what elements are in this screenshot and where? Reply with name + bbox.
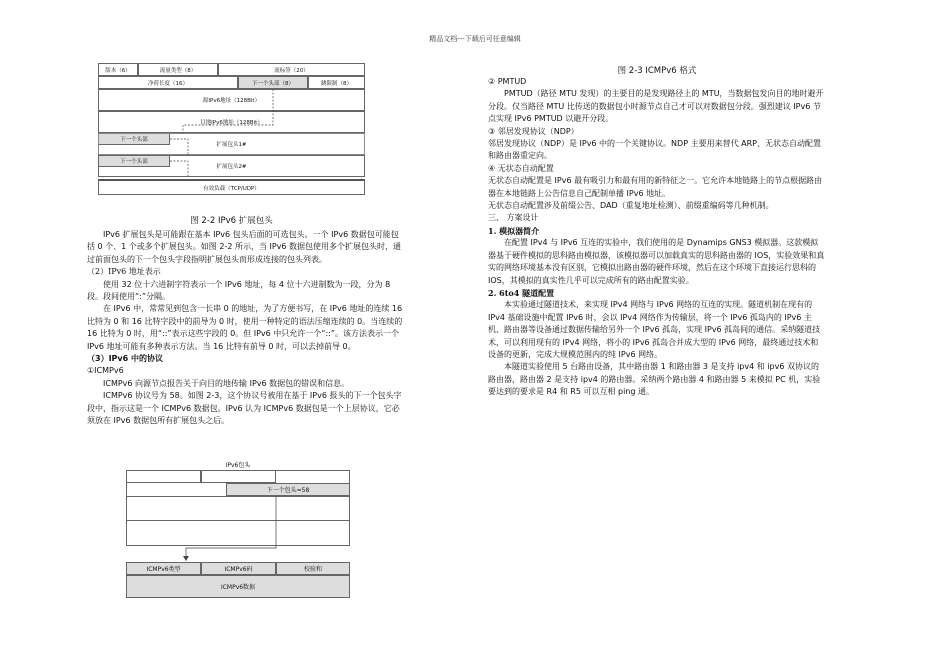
- heading-icmpv6: ①ICMPv6: [87, 366, 124, 376]
- heading-ndp: ③ 邻居发现协议（NDP）: [488, 126, 579, 136]
- ext2-next-header: 下一个头部: [98, 155, 170, 167]
- para-pmtud: PMTUD（路径 MTU 发现）的主要目的是发现路径上的 MTU，当数据包发向目的地时避开分段。仅当路径 MTU 比传送的数据包小时源节点自己才可以对数据包分段。强烈建议 IPv6 节点实现 IPv6 PMTUD 以避开分段。: [488, 89, 824, 124]
- heading-simulator: 1. 模拟器简介: [488, 225, 540, 236]
- source-address-field: 源IPv6地址（128Bit）: [98, 89, 365, 111]
- heading-address-representation: （2）IPv6 地址表示: [87, 267, 161, 277]
- heading-protocols: （3）IPv6 中的协议: [87, 354, 163, 364]
- next-header-field: 下一个头部（8）: [238, 76, 308, 89]
- para-autoconfig-2: 无状态自动配置涉及前缀公告、DAD（重复地址检测）、前缀重编码等几种机制。: [488, 201, 774, 211]
- ext-header-2-label: 扩展包头2#: [216, 164, 247, 170]
- para-address-compression: 在 IPv6 中，常常见到包含一长串 0 的地址，为了方便书写，在 IPv6 地址的连续 16 比特为 0 和 16 比特字段中的前导为 0 时，使用一种特定的语法压缩连续的 0。当连续的 16 比特为 0 时，用“::”表示这些字段的 0。但 IPv6 中只允许一个“::”。该方法表示一个 IPv6 地址可能有多种表示方法。当 16 比特有前导 0 时，可以去掉前导 0。: [87, 304, 403, 351]
- version-field: 版本（6）: [98, 63, 138, 76]
- ipv6-header-label: IPv6包头: [225, 462, 251, 469]
- para-ndp: 邻居发现协议（NDP）是 IPv6 中的一个关键协议。NDP 主要用来替代 ARP、无状态自动配置和路由器重定向。: [488, 139, 821, 161]
- ipv6-extension-header-figure: [98, 63, 365, 197]
- checksum-field: 校验和: [276, 562, 350, 575]
- heading-6to4: 2. 6to4 隧道配置: [488, 287, 555, 298]
- heading-autoconfig: ④ 无状态自动配置: [488, 163, 554, 173]
- para-6to4-experiment: 本隧道实验使用 5 台路由设备，其中路由器 1 和路由器 3 是支持 ipv4 和 ipv6 双协议的路由器，路由器 2 是支持 ipv4 的路由器。采纳两个路由器 4 和路由器 5 来模拟 PC 机，实验要达到的要求是 R4 和 R5 可以互相 ping 通。: [488, 362, 821, 397]
- ext1-next-header: 下一个头部: [98, 133, 170, 145]
- para-icmpv6-protocol: ICMPv6 协议号为 58。如图 2-3，这个协议号被用在基于 IPv6 报头的下一个包头字段中，指示这是一个 ICMPv6 数据包。IPv6 认为 ICMPv6 数据包是一个上层协议，它必须放在 IPv6 数据包所有扩展包头之后。: [87, 391, 402, 426]
- para-address-format: 使用 32 位十六进制字符表示一个 IPv6 地址，每 4 位十六进制数为一段，分为 8 段。段间使用“:”分隔。: [87, 279, 391, 302]
- heading-pmtud: ② PMTUD: [488, 77, 527, 86]
- next-header-58: 下一个包头=58: [226, 483, 350, 496]
- para-simulator: 在配置 IPv4 与 IPv6 互连的实验中，我们使用的是 Dynamips GNS3 模拟器。这款模拟器基于硬件模拟的思科路由模拟器，该模拟器可以加载真实的思科路由器的 IOS，实验效果和真实的网络环境基本没有区别，它模拟出路由器的硬件环境，然后在这个环境下直接运行思科的 IOS，其模拟的真实性几乎可以完成所有的路由配置实验。: [488, 238, 825, 285]
- page-header: 精品文档---下载后可任意编辑: [429, 35, 521, 43]
- payload-length-field: 净荷长度（16）: [98, 76, 238, 89]
- icmpv6-code-field: ICMPv6码: [201, 562, 276, 575]
- flow-label-field: 流标签（20）: [218, 63, 365, 76]
- next-header-pointer: [126, 470, 350, 562]
- icmpv6-format-figure: [126, 470, 350, 604]
- para-6to4-tunnel: 本实验通过隧道技术，来实现 IPv4 网络与 IPv6 网络的互连的实现。隧道机制在现有的 IPv4 基础设施中配置 IPv6 时，会以 IPv4 网络作为传输层，将一个 IPv6 孤岛内的 IPv6 主机、路由器等设备通过数据传输给另外一个 IPv6 孤岛，实现 IPv6 孤岛间的通信。采纳隧道技术，可以利用现有的 IPv4 网络，将小的 IPv6 孤岛合并成大型的 IPv6 网络，最终通过技术和设备的更新，完成大规模范围内的纯 IPv6 网络。: [488, 300, 821, 359]
- heading-design: 三、 方案设计: [488, 213, 539, 223]
- para-extension-header: IPv6 扩展包头是可能跟在基本 IPv6 包头后面的可选包头。一个 IPv6 数据包可能包括 0 个、1 个或多个扩展包头。如图 2-2 所示，当 IPv6 数据包使用多个扩展包头时，通过前面包头的下一个包头字段指明扩展包头而形成连接的包头列表。: [87, 230, 402, 264]
- para-autoconfig-1: 无状态自动配置是 IPv6 最有吸引力和最有用的新特征之一。它允许本地链路上的节点根据路由器在本地链路上公告信息自己配制单播 IPv6 地址。: [488, 176, 823, 198]
- next-header-arrows: [98, 63, 365, 197]
- traffic-class-field: 流量类型（8）: [138, 63, 218, 76]
- right-column: [488, 76, 826, 399]
- icmpv6-type-field: ICMPv6类型: [126, 562, 201, 575]
- hop-limit-field: 跳限制（8）: [308, 76, 365, 89]
- para-icmpv6-report: ICMPv6 向源节点报告关于向目的地传输 IPv6 数据包的错误和信息。: [103, 378, 350, 388]
- destination-address-field: 目地IPv6地址（128Bit）: [98, 111, 365, 133]
- ext-header-1-label: 扩展包头1#: [216, 142, 247, 148]
- figure-2-2-caption: 图 2-2 IPv6 扩展包头: [190, 216, 273, 226]
- left-column: [87, 229, 404, 428]
- icmpv6-data-field: ICMPv6数据: [126, 575, 350, 598]
- figure-2-3-caption: 图 2-3 ICMPv6 格式: [617, 66, 697, 76]
- payload-row: 有效负载（TCP/UDP）: [98, 179, 365, 195]
